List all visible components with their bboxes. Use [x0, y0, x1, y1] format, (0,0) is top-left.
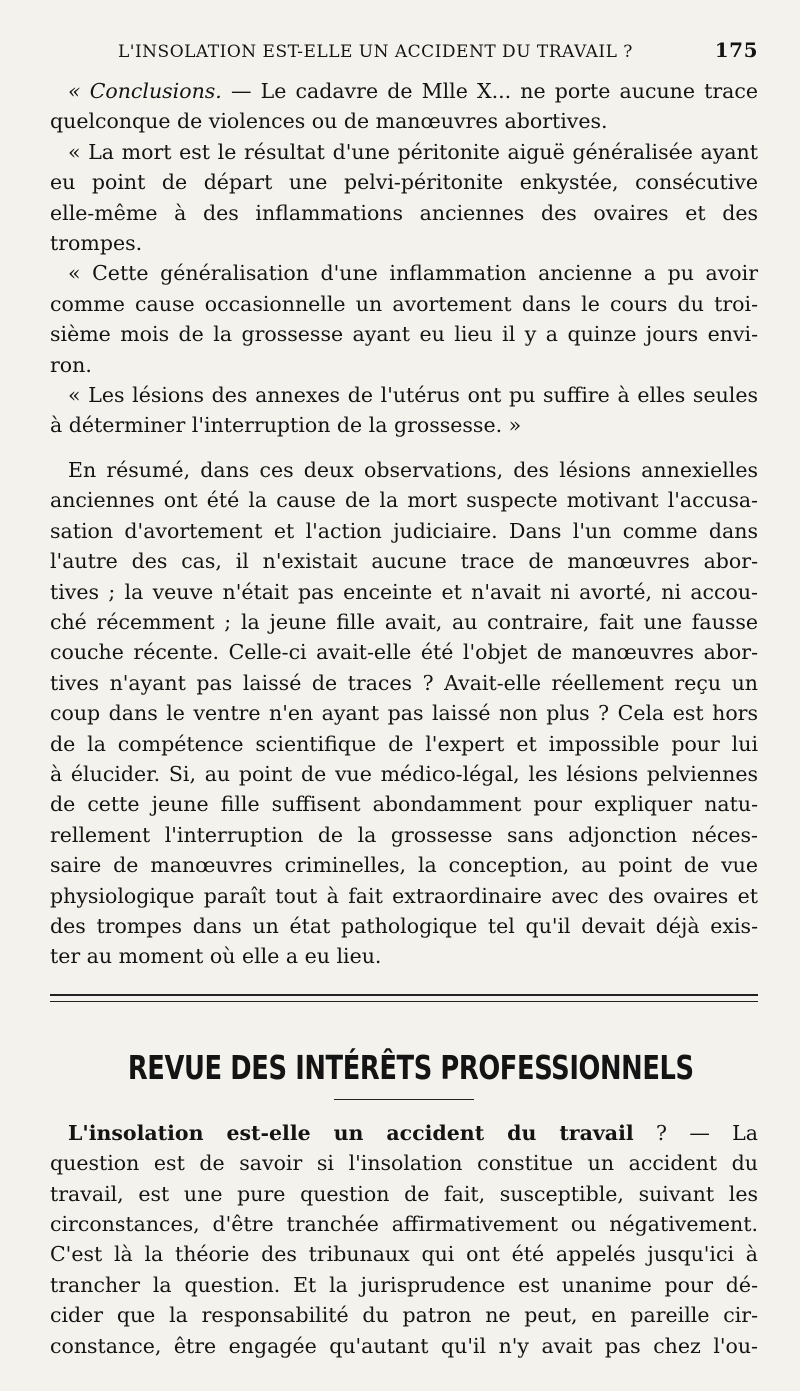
text-line: quelconque de violences ou de manœuvres abortives. — [50, 109, 608, 134]
text-line: question est de savoir si l'insolation constitue un accident du — [50, 1151, 758, 1176]
paragraph-insolation — [50, 1118, 758, 1361]
text-line: circonstances, d'être tranchée affirmativement ou négativement. — [50, 1212, 758, 1236]
page-number: 175 — [714, 38, 758, 62]
text-line: ron. — [50, 352, 92, 377]
paragraph-conclusions — [50, 76, 758, 137]
text-line: cider que la responsabilité du patron ne peut, en pareille cir- — [50, 1303, 758, 1328]
text-line: physiologique paraît tout à fait extraordinaire avec des ovaires et — [50, 883, 758, 908]
text-line: ché récemment ; la jeune fille avait, au contraire, fait une fausse — [50, 609, 758, 634]
paragraph-generalisation — [50, 258, 758, 380]
paragraph-resume — [50, 455, 758, 972]
section-title: REVUE DES INTÉRÊTS PROFESSIONNELS — [127, 1047, 694, 1087]
text-line: coup dans le ventre n'en ayant pas laissé non plus ? Cela est hors — [50, 701, 758, 726]
text-line: comme cause occasionnelle un avortement dans le cours du troi- — [50, 291, 758, 316]
text-line: C'est là la théorie des tribunaux qui ont été appelés jusqu'ici à — [50, 1242, 758, 1267]
text-line: ter au moment où elle a eu lieu. — [50, 944, 382, 969]
text-line: travail, est une pure question de fait, susceptible, suivant les — [50, 1181, 758, 1206]
running-title: L'INSOLATION EST-ELLE UN ACCIDENT DU TRAVAIL ? — [118, 42, 633, 62]
text-line: tives n'ayant pas laissé de traces ? Avait-elle réellement reçu un — [50, 670, 758, 695]
text-line: tives ; la veuve n'était pas enceinte et n'avait ni avorté, ni accou- — [50, 579, 758, 604]
text-line: « Conclusions. — Le cadavre de Mlle X... ne porte aucune trace — [68, 79, 759, 103]
text-line: constance, être engagée qu'autant qu'il n'y avait pas chez l'ou- — [50, 1333, 758, 1358]
text-line: sième mois de la grossesse ayant eu lieu il y a quinze jours envi- — [50, 322, 758, 347]
article-lead: L'insolation est-elle un accident du travail — [68, 1120, 634, 1145]
text-line: rellement l'interruption de la grossesse sans adjonction néces- — [50, 822, 758, 847]
text-line: de cette jeune fille suffisent abondamment pour expliquer natu- — [50, 792, 758, 817]
text-line: de la compétence scientifique de l'expert et impossible pour lui — [50, 731, 758, 756]
running-header — [118, 38, 758, 62]
text-line: « Cette généralisation d'une inflammation ancienne a pu avoir — [68, 261, 758, 286]
text-line: couche récente. Celle-ci avait-elle été l'objet de manœuvres abor- — [50, 640, 758, 665]
text-line: l'autre des cas, il n'existait aucune trace de manœuvres abor- — [50, 549, 758, 574]
text-line: En résumé, dans ces deux observations, des lésions annexielles — [68, 457, 758, 482]
title-underline — [334, 1099, 474, 1100]
text-line: des trompes dans un état pathologique tel qu'il devait déjà exis- — [50, 913, 758, 938]
text-line: à élucider. Si, au point de vue médico-légal, les lésions pelviennes — [50, 761, 758, 786]
text-line: trompes. — [50, 231, 143, 256]
text-line: « La mort est le résultat d'une péritonite aiguë généralisée ayant — [68, 139, 758, 164]
text-line: saire de manœuvres criminelles, la conception, au point de vue — [50, 853, 758, 878]
paragraph-mort — [50, 137, 758, 259]
text-line: trancher la question. Et la jurisprudence est unanime pour dé- — [50, 1272, 758, 1297]
text-line: eu point de départ une pelvi-péritonite enkystée, consécutive — [50, 170, 758, 195]
text-line: à déterminer l'interruption de la grossesse. » — [50, 413, 522, 438]
spacer — [50, 441, 758, 455]
text-line: elle-même à des inflammations anciennes des ovaires et des — [50, 200, 758, 225]
text-line: « Les lésions des annexes de l'utérus ont pu suffire à elles seules — [68, 383, 758, 408]
paragraph-lesions — [50, 380, 758, 441]
text-line: anciennes ont été la cause de la mort suspecte motivant l'accusa- — [50, 488, 758, 513]
conclusions-lead: « Conclusions. — [68, 79, 222, 103]
text-line: sation d'avortement et l'action judiciaire. Dans l'un comme dans — [50, 518, 758, 543]
text-line: L'insolation est-elle un accident du travail ? — La — [68, 1120, 759, 1145]
section-divider — [50, 994, 758, 1002]
